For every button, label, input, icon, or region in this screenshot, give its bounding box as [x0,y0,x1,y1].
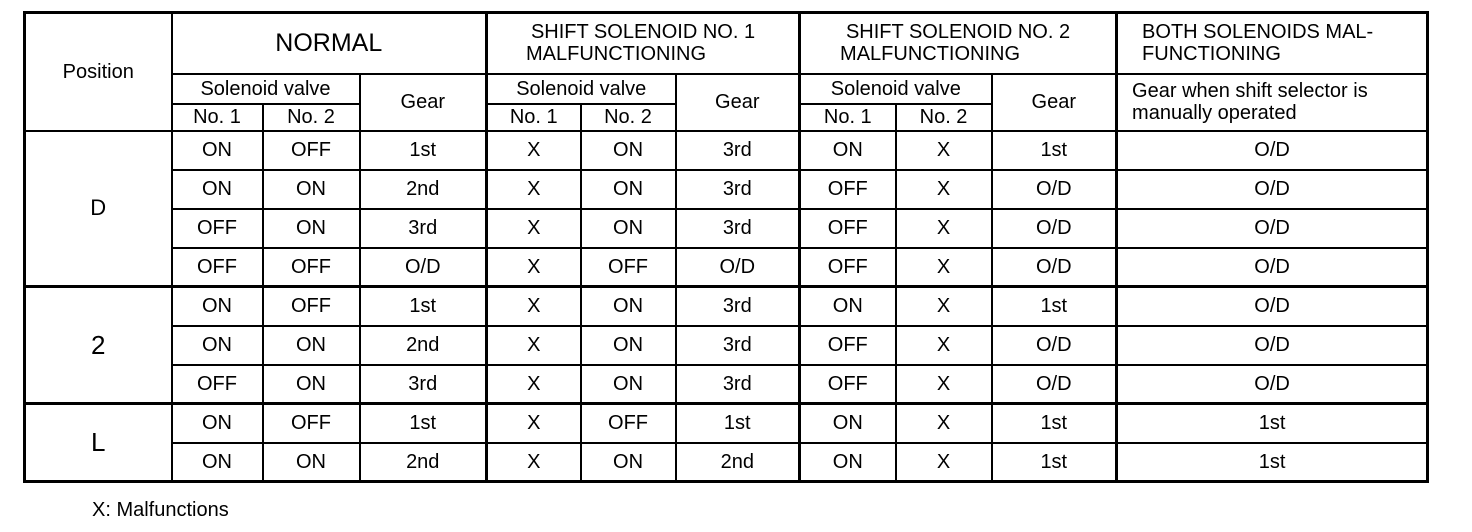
shift2-gear-cell: 1st [992,404,1117,443]
shift2-no1-cell: OFF [800,365,896,404]
table-row [25,443,1428,482]
shift1-no2-cell: ON [581,131,676,170]
normal-no2-cell: OFF [263,131,360,170]
shift1-no1-cell: X [487,443,581,482]
normal-gear-cell: 2nd [360,170,487,209]
manual-gear-cell: O/D [1117,248,1428,287]
shift1-no1-cell: X [487,326,581,365]
manual-gear-cell: O/D [1117,170,1428,209]
shift1-no2-cell: OFF [581,248,676,287]
normal-no1-cell: ON [172,443,263,482]
manual-gear-cell: O/D [1117,287,1428,326]
shift2-no1-cell: ON [800,443,896,482]
shift-solenoid-1-header-line2: MALFUNCTIONING [526,43,707,66]
table-row [25,404,1428,443]
shift2-no2-cell: X [896,287,992,326]
shift-solenoid-2-header-line2: MALFUNCTIONING [840,43,1021,66]
normal-no1-cell: ON [172,404,263,443]
shift2-no1-cell: ON [800,131,896,170]
shift2-gear-cell: 1st [992,287,1117,326]
shift2-no1-cell: OFF [800,209,896,248]
shift1-no1-cell: X [487,404,581,443]
shift1-no2-cell: ON [581,365,676,404]
manual-gear-cell: O/D [1117,131,1428,170]
normal-no1-cell: ON [172,326,263,365]
shift1-gear-header: Gear [676,74,800,131]
shift2-gear-cell: O/D [992,170,1117,209]
normal-no2-cell: ON [263,443,360,482]
shift1-solenoid-valve-header: Solenoid valve [487,74,676,104]
shift1-gear-cell: 3rd [676,209,800,248]
manual-gear-cell: 1st [1117,443,1428,482]
shift1-no2-cell: ON [581,443,676,482]
normal-gear-header: Gear [360,74,487,131]
shift-solenoid-1-header-line1: SHIFT SOLENOID NO. 1 [530,21,756,44]
shift2-gear-cell: O/D [992,365,1117,404]
normal-gear-cell: O/D [360,248,487,287]
normal-no1-cell: OFF [172,365,263,404]
normal-gear-cell: 2nd [360,326,487,365]
table-row [25,170,1428,209]
shift1-no2-header: No. 2 [581,104,676,131]
table-row [25,248,1428,287]
table-row [25,287,1428,326]
shift2-no1-cell: ON [800,287,896,326]
normal-header: NORMAL [172,13,487,74]
shift2-no1-header: No. 1 [800,104,896,131]
normal-no1-cell: OFF [172,209,263,248]
shift2-no2-cell: X [896,326,992,365]
table-row [25,326,1428,365]
shift1-no1-cell: X [487,131,581,170]
shift2-no1-cell: OFF [800,248,896,287]
normal-gear-cell: 2nd [360,443,487,482]
manual-gear-header-line2: manually operated [1132,102,1297,124]
shift1-gear-cell: 3rd [676,326,800,365]
shift2-no2-cell: X [896,365,992,404]
shift2-gear-cell: 1st [992,443,1117,482]
shift1-gear-cell: 3rd [676,131,800,170]
manual-gear-cell: O/D [1117,326,1428,365]
normal-gear-cell: 3rd [360,209,487,248]
shift1-no1-cell: X [487,287,581,326]
shift2-no1-cell: OFF [800,170,896,209]
normal-no2-header: No. 2 [263,104,360,131]
shift1-gear-cell: 2nd [676,443,800,482]
shift2-gear-cell: O/D [992,326,1117,365]
normal-gear-cell: 1st [360,131,487,170]
normal-no2-cell: OFF [263,404,360,443]
normal-no2-cell: OFF [263,287,360,326]
position-cell: D [25,131,172,287]
shift1-no1-cell: X [487,248,581,287]
manual-gear-header-line1: Gear when shift selector is [1132,80,1368,102]
shift1-no1-cell: X [487,170,581,209]
shift2-no1-cell: ON [800,404,896,443]
shift1-no2-cell: ON [581,209,676,248]
shift2-no2-cell: X [896,248,992,287]
normal-no2-cell: ON [263,170,360,209]
manual-gear-cell: 1st [1117,404,1428,443]
shift2-no2-cell: X [896,209,992,248]
shift1-no2-cell: OFF [581,404,676,443]
shift1-gear-cell: 3rd [676,287,800,326]
manual-gear-cell: O/D [1117,209,1428,248]
solenoid-malfunction-table [23,11,1429,483]
normal-no1-cell: OFF [172,248,263,287]
position-header: Position [25,13,172,131]
shift2-no2-cell: X [896,131,992,170]
shift-solenoid-2-header [800,13,1117,74]
footnote: X: Malfunctions [92,499,229,521]
table-body [25,131,1428,482]
position-cell: 2 [25,287,172,404]
normal-no2-cell: ON [263,326,360,365]
shift1-gear-cell: 1st [676,404,800,443]
shift1-no1-cell: X [487,365,581,404]
normal-no1-cell: ON [172,170,263,209]
shift1-no1-cell: X [487,209,581,248]
shift1-no2-cell: ON [581,326,676,365]
normal-gear-cell: 1st [360,404,487,443]
shift-solenoid-2-header-line1: SHIFT SOLENOID NO. 2 [845,21,1071,44]
table-row [25,131,1428,170]
manual-gear-cell: O/D [1117,365,1428,404]
shift2-no2-header: No. 2 [896,104,992,131]
shift2-no2-cell: X [896,443,992,482]
both-solenoids-header-line1: BOTH SOLENOIDS MAL- [1142,21,1374,44]
shift2-no2-cell: X [896,404,992,443]
normal-no2-cell: ON [263,365,360,404]
normal-no1-cell: ON [172,287,263,326]
both-solenoids-header-line2: FUNCTIONING [1142,43,1281,66]
shift1-gear-cell: O/D [676,248,800,287]
normal-gear-cell: 1st [360,287,487,326]
shift2-solenoid-valve-header: Solenoid valve [800,74,992,104]
normal-solenoid-valve-header: Solenoid valve [172,74,360,104]
shift2-gear-cell: 1st [992,131,1117,170]
normal-no1-cell: ON [172,131,263,170]
both-solenoids-header [1117,13,1428,74]
shift-solenoid-1-header [487,13,800,74]
normal-gear-cell: 3rd [360,365,487,404]
shift2-gear-cell: O/D [992,209,1117,248]
shift1-gear-cell: 3rd [676,365,800,404]
shift2-no1-cell: OFF [800,326,896,365]
shift1-no2-cell: ON [581,287,676,326]
table-row [25,209,1428,248]
shift1-no2-cell: ON [581,170,676,209]
table-row [25,365,1428,404]
shift1-no1-header: No. 1 [487,104,581,131]
shift1-gear-cell: 3rd [676,170,800,209]
position-cell: L [25,404,172,482]
normal-no2-cell: ON [263,209,360,248]
shift2-gear-cell: O/D [992,248,1117,287]
shift2-gear-header: Gear [992,74,1117,131]
shift2-no2-cell: X [896,170,992,209]
normal-no2-cell: OFF [263,248,360,287]
manual-gear-header [1117,74,1428,131]
normal-no1-header: No. 1 [172,104,263,131]
